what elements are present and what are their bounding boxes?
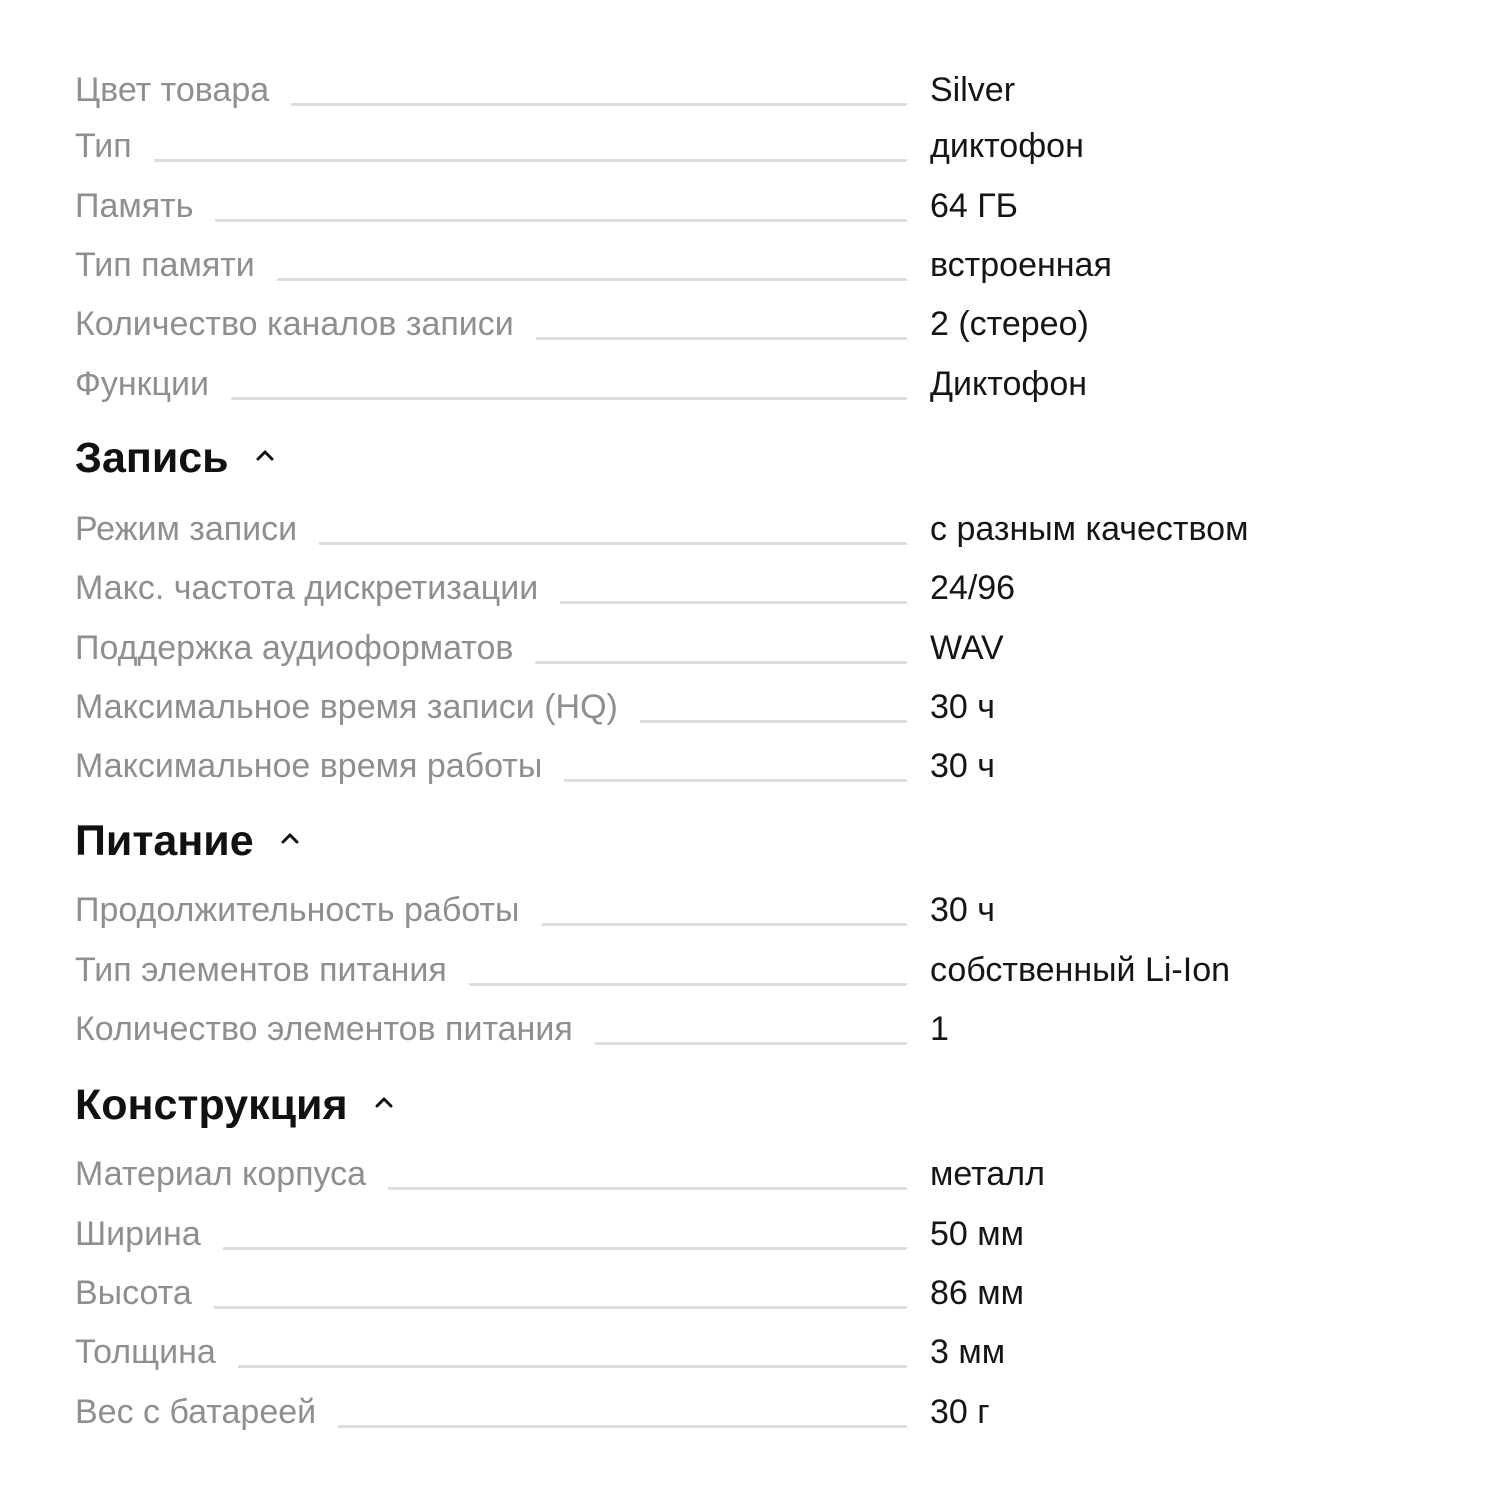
spec-label: Продолжительность работы [75,882,542,938]
spec-label: Количество каналов записи [75,296,536,352]
section-title: Питание [75,816,254,865]
spec-value: 30 ч [930,747,995,785]
spec-value: собственный Li-Ion [930,951,1231,989]
section-title: Запись [75,433,229,482]
section-title: Конструкция [75,1080,348,1129]
spec-label: Режим записи [75,501,319,557]
spec-value: Silver [930,71,1016,109]
spec-label: Тип памяти [75,237,277,293]
section-header-construction[interactable] [75,1072,396,1132]
spec-label: Максимальное время записи (HQ) [75,679,640,735]
spec-value: 3 мм [930,1333,1006,1371]
spec-label: Память [75,178,215,234]
spec-row-battery-count [75,1001,1415,1057]
spec-value: 30 г [930,1393,990,1431]
spec-row-max-record-time [75,679,1415,735]
spec-label: Толщина [75,1324,238,1380]
spec-value: 24/96 [930,569,1016,607]
spec-value: 86 мм [930,1274,1025,1312]
spec-label: Цвет товара [75,62,291,118]
spec-label: Макс. частота дискретизации [75,560,560,616]
spec-row-channels [75,296,1415,352]
spec-row-height [75,1265,1415,1321]
spec-value: 1 [930,1010,949,1048]
spec-value: 50 мм [930,1215,1025,1253]
spec-row-color [75,62,1415,118]
spec-row-recording-mode [75,501,1415,557]
spec-label: Максимальное время работы [75,738,564,794]
spec-label: Количество элементов питания [75,1001,595,1057]
spec-label: Тип элементов питания [75,942,469,998]
chevron-up-icon[interactable] [278,827,302,851]
spec-label: Функции [75,356,231,412]
spec-value: 64 ГБ [930,187,1018,225]
chevron-up-icon[interactable] [372,1091,396,1115]
spec-row-weight [75,1384,1415,1440]
chevron-up-icon[interactable] [253,444,277,468]
spec-value: 30 ч [930,688,995,726]
spec-row-memory [75,178,1415,234]
section-header-recording[interactable] [75,425,277,485]
spec-row-battery-type [75,942,1415,998]
spec-value: 2 (стерео) [930,305,1089,343]
leader-line [75,159,907,162]
spec-value: WAV [930,629,1004,667]
section-header-power[interactable] [75,808,302,868]
spec-row-functions [75,356,1415,412]
spec-value: встроенная [930,246,1112,284]
spec-label: Высота [75,1265,214,1321]
spec-value: диктофон [930,127,1084,165]
spec-label: Материал корпуса [75,1146,388,1202]
spec-row-width [75,1206,1415,1262]
spec-row-sample-rate [75,560,1415,616]
spec-row-max-work-time [75,738,1415,794]
spec-row-memory-type [75,237,1415,293]
spec-label: Вес с батареей [75,1384,338,1440]
spec-value: Диктофон [930,365,1088,403]
spec-value: 30 ч [930,891,995,929]
spec-value: металл [930,1155,1045,1193]
spec-row-body-material [75,1146,1415,1202]
spec-row-duration [75,882,1415,938]
spec-label: Поддержка аудиоформатов [75,620,535,676]
spec-row-audio-formats [75,620,1415,676]
spec-label: Тип [75,118,154,174]
spec-row-thickness [75,1324,1415,1380]
spec-row-type [75,118,1415,174]
spec-label: Ширина [75,1206,223,1262]
spec-value: с разным качеством [930,510,1249,548]
